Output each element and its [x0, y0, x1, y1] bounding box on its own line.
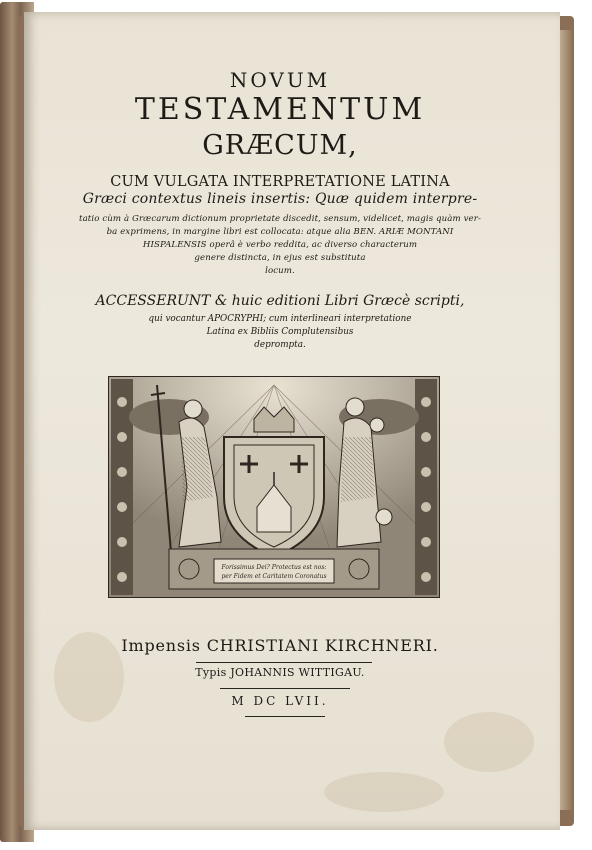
- accesserunt-line: qui vocantur APOCRYPHI; cum interlineari interpretatione: [148, 314, 412, 324]
- subtitle-vulgata: CUM VULGATA INTERPRETATIONE LATINA: [110, 174, 450, 190]
- subtitle-line: tatio cùm à Græcarum dictionum proprietate discedit, sensum, videlicet, magis quàm ver-: [79, 214, 481, 224]
- subtitle-graeci: Græci contextus lineis insertis: Quæ quidem interpre-: [82, 191, 478, 207]
- subtitle-line: locum.: [265, 266, 295, 276]
- accesserunt-body: [60, 313, 500, 352]
- subtitle-line: genere distincta, in ejus est substituta: [194, 253, 366, 263]
- accesserunt-heading: ACCESSERUNT & huic editioni Libri Græcè scripti,: [95, 293, 465, 309]
- imprint-publisher: Impensis CHRISTIANI KIRCHNERI.: [121, 636, 439, 655]
- divider-rule: [220, 688, 350, 689]
- subtitle-body: [60, 213, 500, 278]
- banner-motto-line1: Forissimus Dei? Protectus est nos:: [221, 564, 327, 571]
- divider-rule: [245, 716, 325, 717]
- title-testamentum: TESTAMENTUM: [134, 92, 426, 127]
- subtitle-line: HISPALENSIS operâ è verbo reddita, ac diverso characterum: [142, 240, 418, 250]
- subtitle-line: ba exprimens, in margine libri est collocata: atque alia BEN. ARIÆ MONTANI: [106, 227, 454, 237]
- imprint-date: M DC LVII.: [231, 694, 329, 708]
- banner-motto-line2: per Fidem et Caritatem Coronatus: [221, 573, 327, 580]
- title-novum: NOVUM: [229, 68, 331, 92]
- engraving-svg: [109, 377, 439, 597]
- engraving-illustration: [108, 376, 440, 598]
- title-graecum: GRÆCUM,: [202, 130, 358, 161]
- divider-rule: [196, 662, 372, 663]
- imprint-printer: Typis JOHANNIS WITTIGAU.: [195, 666, 365, 679]
- accesserunt-line: deprompta.: [254, 340, 306, 350]
- accesserunt-line: Latina ex Bibliis Complutensibus: [206, 327, 354, 337]
